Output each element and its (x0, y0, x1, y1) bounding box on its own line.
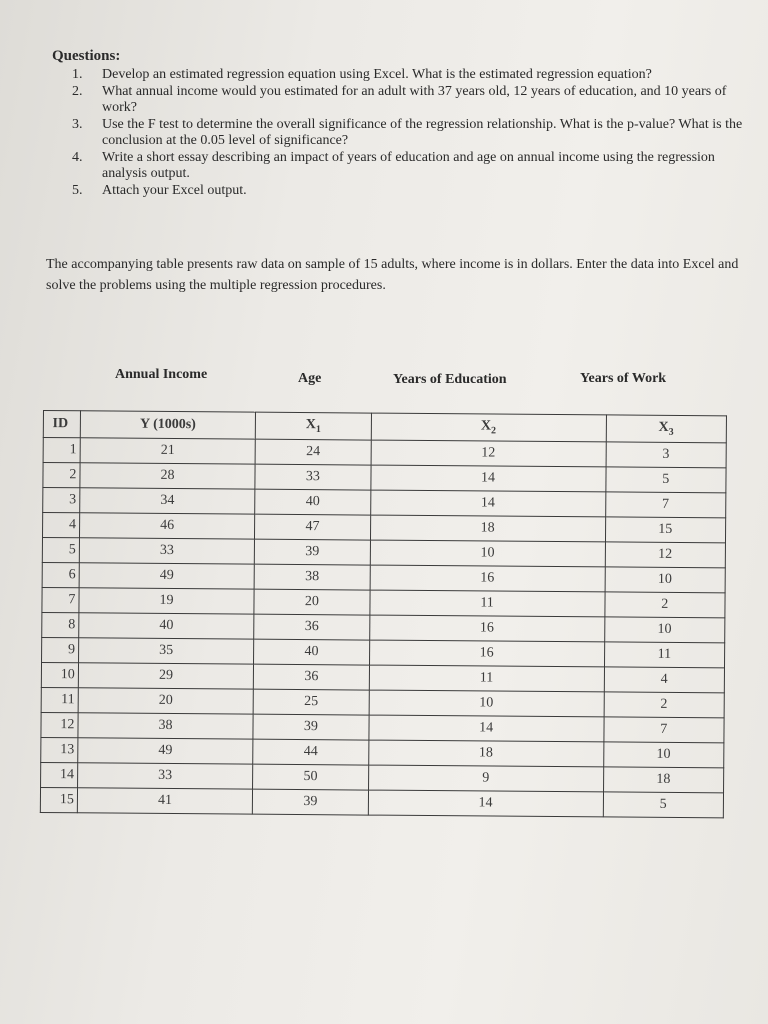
question-item (72, 84, 757, 116)
question-text: Use the F test to determine the overall significance of the regression relationship. What is the p-value? What is the conclusion at the 0.05 level of significance? (102, 117, 743, 148)
cell-id: 11 (41, 687, 78, 712)
cell-y: 33 (79, 538, 254, 564)
cell-x2: 14 (370, 490, 605, 517)
question-number: 4. (72, 150, 83, 165)
cell-id: 14 (41, 762, 78, 787)
cell-y: 20 (78, 688, 253, 714)
question-item (72, 150, 757, 182)
cell-id: 10 (41, 662, 78, 687)
question-text: Attach your Excel output. (102, 183, 247, 198)
question-text: Develop an estimated regression equation using Excel. What is the estimated regression equation? (102, 67, 652, 82)
question-item (72, 117, 757, 149)
question-text: What annual income would you estimated for an adult with 37 years old, 12 years of education, and 10 years of work? (102, 84, 727, 115)
header-x1-sub: 1 (315, 424, 321, 436)
cell-id: 9 (42, 637, 79, 662)
header-y: Y (1000s) (80, 411, 256, 439)
cell-x1: 20 (254, 589, 370, 615)
cell-x1: 39 (253, 789, 369, 815)
cell-id: 2 (43, 463, 80, 488)
table-row (40, 787, 723, 817)
question-item (72, 67, 757, 83)
cell-id: 3 (43, 488, 80, 513)
cell-x1: 44 (253, 739, 369, 765)
cell-id: 15 (40, 787, 77, 812)
cell-x1: 36 (254, 614, 370, 640)
cell-x3: 5 (603, 792, 724, 818)
cell-x3: 18 (603, 767, 724, 793)
cell-x3: 7 (605, 492, 726, 518)
cell-x2: 18 (370, 515, 605, 542)
cell-x2: 18 (368, 740, 603, 767)
cell-y: 49 (79, 563, 254, 589)
header-x1 (255, 412, 371, 440)
question-number: 2. (72, 84, 83, 99)
cell-x3: 11 (604, 642, 725, 668)
cell-x3: 4 (604, 667, 725, 693)
cell-x1: 24 (255, 439, 371, 465)
question-number: 1. (72, 67, 83, 82)
header-x2 (371, 413, 606, 442)
cell-y: 35 (78, 638, 253, 664)
question-number: 5. (72, 183, 83, 198)
cell-x2: 16 (369, 640, 604, 667)
cell-x3: 15 (605, 517, 726, 543)
cell-y: 33 (77, 763, 252, 789)
cell-x1: 38 (254, 564, 370, 590)
cell-x3: 10 (603, 742, 724, 768)
cell-x2: 10 (369, 690, 604, 717)
question-text: Write a short essay describing an impact of years of education and age on annual income using the regression analysis output. (102, 150, 715, 181)
cell-y: 28 (80, 463, 255, 489)
cell-x3: 10 (604, 617, 725, 643)
cell-y: 38 (78, 713, 253, 739)
header-x3 (606, 415, 727, 443)
intro-paragraph: The accompanying table presents raw data on sample of 15 adults, where income is in dollars. Enter the data into Excel and solve the problems using the multiple regression procedures. (46, 257, 739, 293)
cell-id: 13 (41, 737, 78, 762)
cell-x2: 12 (371, 440, 606, 467)
cell-x2: 14 (369, 715, 604, 742)
cell-x3: 2 (604, 692, 725, 718)
cell-id: 5 (42, 538, 79, 563)
header-x3-letter: X (658, 419, 669, 436)
questions-heading: Questions: (52, 48, 121, 64)
cell-id: 4 (42, 513, 79, 538)
cell-x3: 7 (603, 717, 724, 743)
cell-id: 7 (42, 587, 79, 612)
cell-x2: 11 (369, 665, 604, 692)
cell-x1: 39 (254, 539, 370, 565)
header-x2-letter: X (480, 418, 492, 434)
cell-x3: 12 (605, 542, 726, 568)
cell-x1: 33 (255, 464, 371, 490)
cell-y: 21 (80, 438, 255, 464)
cell-y: 19 (79, 588, 254, 614)
cell-id: 1 (43, 438, 80, 463)
cell-y: 46 (79, 513, 254, 539)
question-item (72, 183, 757, 199)
cell-x3: 5 (605, 467, 726, 493)
header-x3-sub: 3 (668, 426, 674, 438)
cell-y: 40 (79, 613, 254, 639)
cell-id: 8 (42, 612, 79, 637)
cell-x1: 47 (255, 514, 371, 540)
cell-y: 41 (77, 788, 252, 814)
cell-x2: 11 (370, 590, 605, 617)
cell-y: 29 (78, 663, 253, 689)
cell-x1: 40 (255, 489, 371, 515)
cell-x2: 14 (368, 790, 603, 817)
data-table (40, 410, 727, 818)
cell-y: 49 (78, 738, 253, 764)
column-title-education: Years of Education (393, 372, 507, 387)
column-title-age: Age (298, 371, 322, 386)
cell-id: 6 (42, 562, 79, 587)
cell-x3: 3 (606, 442, 727, 468)
column-title-income: Annual Income (115, 367, 208, 382)
cell-x2: 16 (370, 565, 605, 592)
cell-y: 34 (80, 488, 255, 514)
header-x1-letter: X (305, 417, 316, 433)
cell-x1: 25 (253, 689, 369, 715)
questions-list (72, 67, 757, 199)
cell-id: 12 (41, 712, 78, 737)
cell-x2: 10 (370, 540, 605, 567)
cell-x2: 16 (369, 615, 604, 642)
question-number: 3. (72, 117, 83, 132)
header-id: ID (43, 411, 80, 438)
cell-x3: 10 (605, 567, 726, 593)
cell-x1: 39 (253, 714, 369, 740)
cell-x1: 36 (254, 664, 370, 690)
cell-x1: 40 (254, 639, 370, 665)
cell-x3: 2 (604, 592, 725, 618)
cell-x2: 9 (368, 765, 603, 792)
cell-x2: 14 (371, 465, 606, 492)
column-title-work: Years of Work (580, 371, 667, 386)
table-body (40, 438, 726, 818)
cell-x1: 50 (253, 764, 369, 790)
header-x2-sub: 2 (490, 425, 497, 437)
